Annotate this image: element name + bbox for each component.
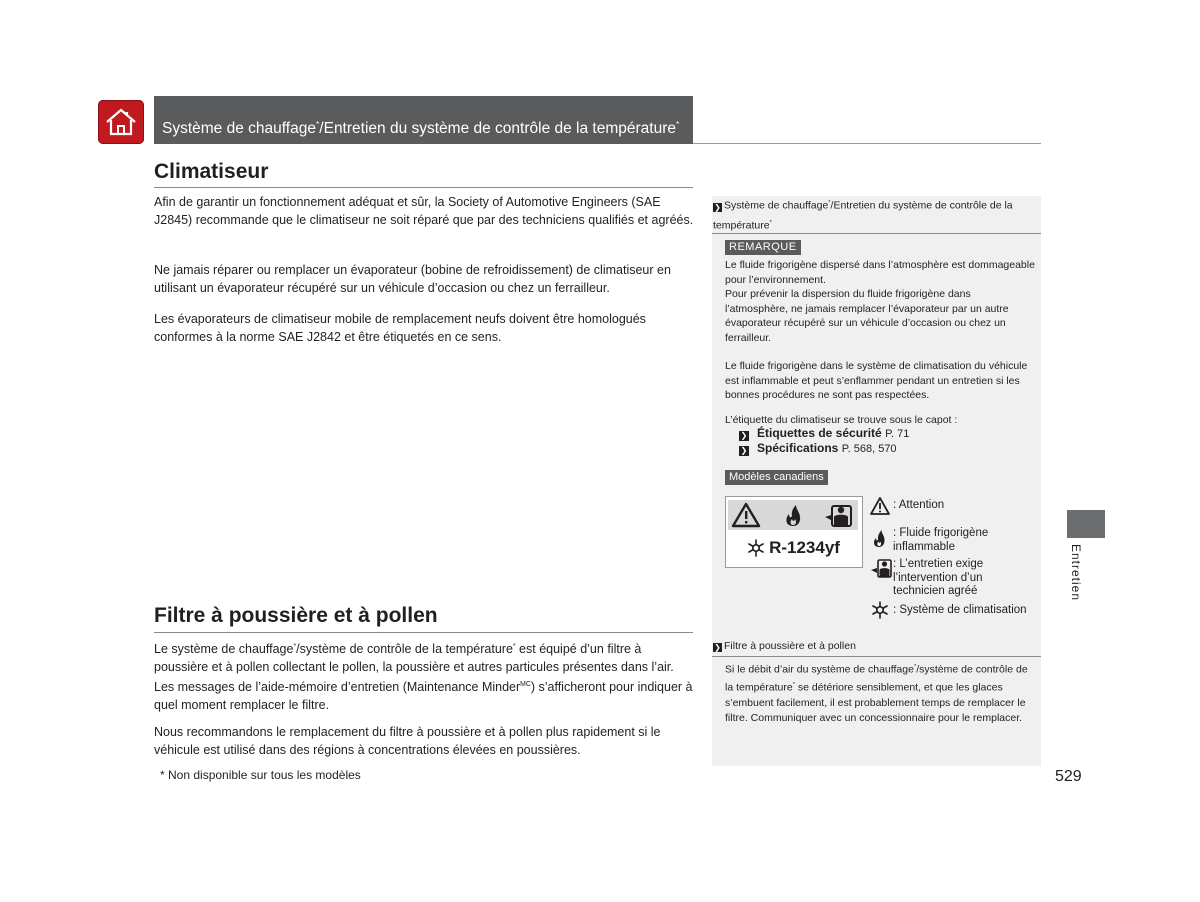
technician-icon <box>870 557 892 579</box>
section-rule <box>154 632 693 633</box>
footnote: * Non disponible sur tous les modèles <box>160 768 361 782</box>
sidebar-note: Le fluide frigorigène dispersé dans l’atmosphère est dommageable pour l’environnement. Pour prévenir la dispersion du fluide frigorigène dans l’atmosphère, ne jamais remplacer l’évaporateur par un autre évaporateur récupéré sur un véhicule d’occasion ou chez un ferrailleur. <box>725 259 1035 344</box>
warning-triangle-icon <box>733 504 759 526</box>
paragraph: Nous recommandons le remplacement du filtre à poussière et à pollen plus rapidement si le véhicule est utilisé dans des régions à concentrations élevées en poussières. <box>154 725 661 757</box>
legend-attention: : Attention <box>893 499 945 511</box>
warning-triangle-icon <box>869 496 891 516</box>
paragraph: Afin de garantir un fonctionnement adéquat et sûr, la Society of Automotive Engineers (SAE J2845) recommande que le climatiseur ne soit réparé que par des techniciens qualifiés et agréés. <box>154 195 694 227</box>
paragraph: Les évaporateurs de climatiseur mobile de remplacement neufs doivent être homologués conformes à la norme SAE J2842 et être étiquetés en ce sens. <box>154 312 646 344</box>
chapter-tab-marker[interactable] <box>1067 510 1105 538</box>
arrow-icon: ❯ <box>740 446 748 455</box>
flame-icon <box>786 505 800 526</box>
sidebar-note: Si le débit d’air du système de chauffage*/système de contrôle de la température* se détériore sensiblement, et que les glaces s’embuent facilement, il est probablement temps de remplacer le filtre. Communiquer avec un concessionnaire pour le remplacer. <box>725 663 1028 724</box>
snowflake-gear-icon <box>746 538 766 558</box>
flame-icon <box>870 526 888 548</box>
sidebar-rule <box>712 656 1041 657</box>
legend-technicien: : L’entretien exige l’intervention d’un technicien agréé <box>893 558 984 597</box>
refrigerant-label: R-1234yf <box>728 533 858 563</box>
home-icon <box>104 107 138 137</box>
home-button[interactable] <box>98 100 144 144</box>
section-title-filtre: Filtre à poussière et à pollen <box>154 604 438 627</box>
remarque-badge: REMARQUE <box>725 240 801 255</box>
sidebar-heading[interactable]: ❯ Système de chauffage*/Entretien du système de contrôle de la température* <box>713 199 1013 231</box>
asterisk: * <box>676 119 680 129</box>
sidebar-note: Le fluide frigorigène dans le système de climatisation du véhicule est inflammable et peut s’enflammer pendant un entretien si les bonnes procédures ne sont pas respectées. <box>725 360 1028 401</box>
xref-link-specifications[interactable]: ❯ Spécifications P. 568, 570 <box>740 441 897 455</box>
arrow-icon: ❯ <box>714 202 721 212</box>
paragraph: Le système de chauffage*/système de contrôle de la température* est équipé d’un filtre à poussière et à pollen collectant le pollen, la poussière et autres particules présentes dans l’air. Les messages de l’aide-mémoire d’entretien (Maintenance Minder$^{MC}$) s’afficheront pour indiquer à quel moment remplacer le filtre. <box>154 642 693 713</box>
sidebar-rule <box>712 233 1041 234</box>
page-number: 529 <box>1055 768 1082 785</box>
snowflake-gear-icon <box>870 600 890 620</box>
asterisk: * <box>315 119 320 129</box>
chapter-tab-label[interactable]: Entretien <box>1069 544 1083 602</box>
ac-label-icons <box>728 500 858 530</box>
arrow-icon: ❯ <box>714 643 721 652</box>
header-rule <box>693 143 1041 144</box>
section-title-climatiseur: Climatiseur <box>154 160 269 183</box>
legend-climatisation: : Système de climatisation <box>893 604 1027 616</box>
sidebar-note: L’étiquette du climatiseur se trouve sous le capot : <box>725 414 958 426</box>
sidebar-heading[interactable]: ❯ Filtre à poussière et à pollen <box>714 640 856 652</box>
xref-link-etiquettes[interactable]: ❯ Étiquettes de sécurité P. 71 <box>740 426 910 440</box>
technician-icon <box>825 506 851 526</box>
header-title: Système de chauffage*/Entretien du système de contrôle de la température* <box>162 119 680 138</box>
paragraph: Ne jamais réparer ou remplacer un évaporateur (bobine de refroidissement) de climatiseur en utilisant un évaporateur récupéré sur un véhicule d’occasion ou chez un ferrailleur. <box>154 263 671 295</box>
section-rule <box>154 187 693 188</box>
legend-fluide: : Fluide frigorigène inflammable <box>893 527 989 553</box>
arrow-icon: ❯ <box>740 431 748 440</box>
canadian-models-badge: Modèles canadiens <box>725 470 828 485</box>
